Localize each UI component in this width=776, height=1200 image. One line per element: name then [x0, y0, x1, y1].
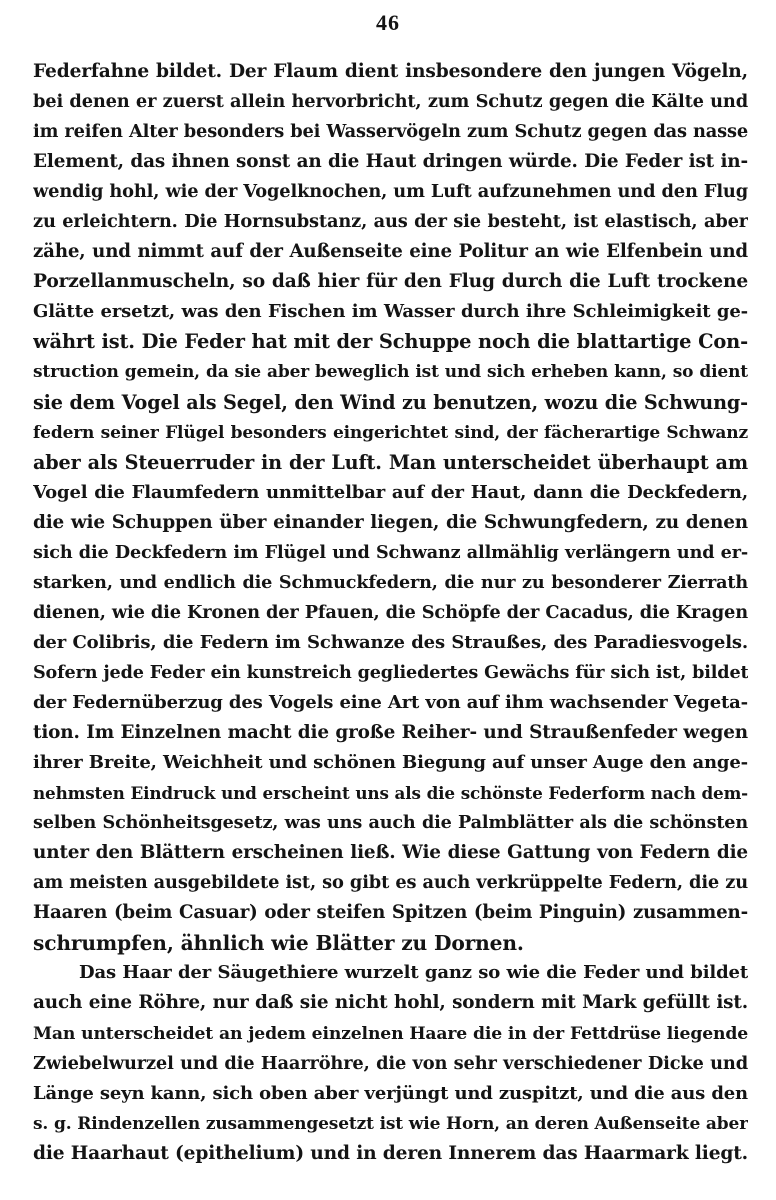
text-line: die Haarhaut (epithelium) und in deren Innerem das Haarmark liegt.: [33, 1142, 748, 1164]
text-line: unter den Blättern erscheinen ließ. Wie diese Gattung von Federn die: [33, 842, 748, 864]
text-line: selben Schönheitsgesetz, was uns auch die Palmblätter als die schönsten: [33, 812, 748, 834]
text-line: federn seiner Flügel besonders eingerichtet sind, der fächerartige Schwanz: [33, 422, 748, 443]
text-line: dienen, wie die Kronen der Pfauen, die Schöpfe der Cacadus, die Kragen: [33, 601, 748, 623]
text-line: währt ist. Die Feder hat mit der Schuppe noch die blattartige Con-: [33, 330, 748, 354]
paragraph: [33, 958, 748, 1168]
text-line: wendig hohl, wie der Vogelknochen, um Luft aufzunehmen und den Flug: [33, 181, 748, 203]
text-line: ihrer Breite, Weichheit und schönen Biegung auf unser Auge den ange-: [33, 752, 748, 774]
text-line: Länge seyn kann, sich oben aber verjüngt und zuspitzt, und die aus den: [33, 1082, 748, 1104]
text-line: Zwiebelwurzel und die Haarröhre, die von sehr verschiedener Dicke und: [33, 1052, 748, 1074]
text-line: am meisten ausgebildete ist, so gibt es auch verkrüppelte Federn, die zu: [33, 872, 748, 894]
text-line: Sofern jede Feder ein kunstreich gegliedertes Gewächs für sich ist, bildet: [33, 661, 748, 683]
text-line: sich die Deckfedern im Flügel und Schwanz allmählig verlängern und er-: [33, 541, 748, 563]
text-line: s. g. Rindenzellen zusammengesetzt ist wie Horn, an deren Außenseite aber: [33, 1113, 748, 1134]
text-line: Vogel die Flaumfedern unmittelbar auf der Haut, dann die Deckfedern,: [33, 481, 748, 503]
text-line: Element, das ihnen sonst an die Haut dringen würde. Die Feder ist in-: [33, 151, 748, 173]
text-line: zu erleichtern. Die Hornsubstanz, aus der sie besteht, ist elastisch, aber: [33, 211, 748, 233]
text-line: starken, und endlich die Schmuckfedern, die nur zu besonderer Zierrath: [33, 571, 748, 593]
text-line: Das Haar der Säugethiere wurzelt ganz so wie die Feder und bildet: [79, 962, 748, 984]
text-line: sie dem Vogel als Segel, den Wind zu benutzen, wozu die Schwung-: [33, 390, 748, 414]
text-line: im reifen Alter besonders bei Wasservögeln zum Schutz gegen das nasse: [33, 121, 748, 143]
text-line: aber als Steuerruder in der Luft. Man unterscheidet überhaupt am: [33, 450, 748, 474]
text-line: Federfahne bildet. Der Flaum dient insbesondere den jungen Vögeln,: [33, 61, 748, 82]
text-line: der Colibris, die Federn im Schwanze des Straußes, des Paradiesvogels.: [33, 631, 748, 653]
text-line: schrumpfen, ähnlich wie Blätter zu Dornen.: [33, 931, 524, 956]
paragraph: [33, 57, 748, 958]
text-line: zähe, und nimmt auf der Außenseite eine Politur an wie Elfenbein und: [33, 241, 748, 263]
text-line: Porzellanmuscheln, so daß hier für den Flug durch die Luft trockene: [33, 271, 748, 293]
text-line: struction gemein, da sie aber beweglich ist und sich erheben kann, so dient: [33, 362, 748, 383]
page-body-text: [33, 57, 748, 1169]
page-number: 46: [376, 10, 400, 35]
text-line: Glätte ersetzt, was den Fischen im Wasser durch ihre Schleimigkeit ge-: [33, 301, 748, 323]
text-line: auch eine Röhre, nur daß sie nicht hohl, sondern mit Mark gefüllt ist.: [33, 992, 748, 1014]
text-line: der Federnüberzug des Vogels eine Art von auf ihm wachsender Vegeta-: [33, 691, 748, 713]
text-line: Man unterscheidet an jedem einzelnen Haare die in der Fettdrüse liegende: [33, 1023, 748, 1044]
text-line: Haaren (beim Casuar) oder steifen Spitzen (beim Pinguin) zusammen-: [33, 902, 748, 924]
text-line: nehmsten Eindruck und erscheint uns als die schönste Federform nach dem-: [33, 783, 748, 804]
text-line: die wie Schuppen über einander liegen, die Schwungfedern, zu denen: [33, 511, 748, 533]
text-line: bei denen er zuerst allein hervorbricht, zum Schutz gegen die Kälte und: [33, 91, 748, 113]
text-line: tion. Im Einzelnen macht die große Reiher- und Straußenfeder wegen: [33, 722, 748, 744]
